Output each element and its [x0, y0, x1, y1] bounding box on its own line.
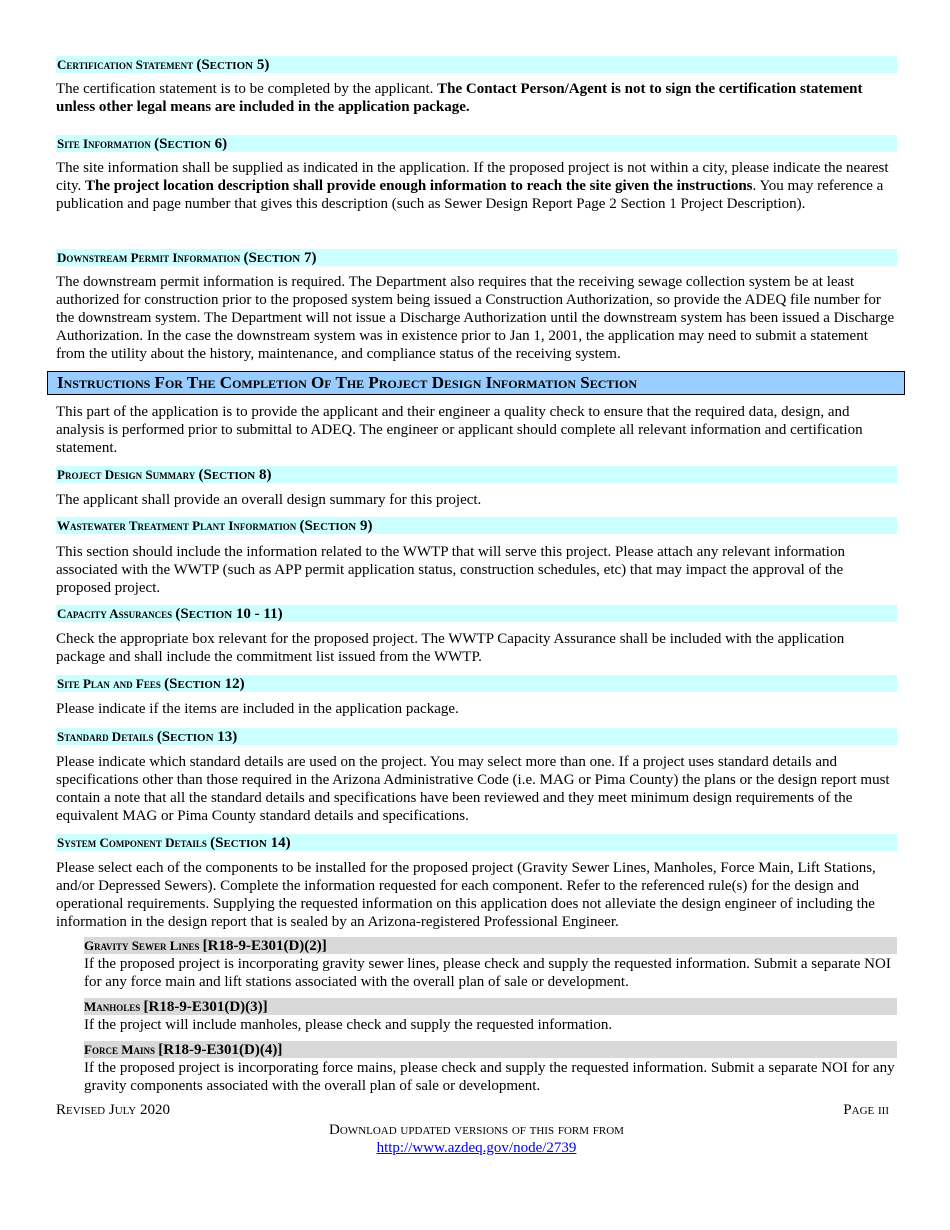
section-9-number: (Section 9)	[299, 518, 373, 534]
force-mains-text: If the proposed project is incorporating force mains, please check and supply the requested information. Submit a separate NOI for any gravity components associated with the overall plan of sale or development.	[84, 1060, 895, 1094]
section-9-title: Wastewater Treatment Plant Information	[57, 518, 300, 533]
section-6-text-a: The site information shall be supplied as indicated in the application. If the proposed project is not within a city, please indicate the nearest city.	[56, 160, 889, 194]
project-design-instructions-header: Instructions For The Completion Of The Project Design Information Section	[47, 371, 905, 395]
gravity-sewer-lines-text: If the proposed project is incorporating gravity sewer lines, please check and supply the requested information. Submit a separate NOI for any force main and lift stations associated with the overall plan of sale or development.	[84, 956, 891, 990]
section-10-number: (Section 10 - 11)	[175, 606, 283, 622]
section-5-text-a: The certification statement is to be completed by the applicant.	[56, 81, 438, 97]
footer-download	[56, 1121, 897, 1157]
force-mains-header	[84, 1041, 897, 1058]
section-10-title: Capacity Assurances	[57, 606, 176, 621]
section-7-title: Downstream Permit Information	[57, 250, 244, 265]
section-14-title: System Component Details	[57, 835, 211, 850]
section-13-header	[56, 728, 897, 745]
footer-download-link[interactable]: http://www.azdeq.gov/node/2739	[376, 1140, 577, 1156]
section-7-text: The downstream permit information is required. The Department also requires that the receiving sewage collection system be at least authorized for construction prior to the proposed system being issued a Construction Authorization, so provide the ADEQ file number for the downstream system. The Department will not issue a Discharge Authorization until the downstream system has been issued a Discharge Authorization. In the case the downstream system was in existence prior to Jan 1, 2001, the application may need to submit a statement from the utility about the history, maintenance, and compliance status of the receiving system.	[56, 274, 895, 362]
section-5-header	[56, 56, 897, 73]
gravity-sewer-lines-header	[84, 937, 897, 954]
footer-revised: Revised July 2020	[56, 1102, 170, 1118]
project-design-instructions-text: This part of the application is to provide the applicant and their engineer a quality check to ensure that the required data, design, and analysis is performed prior to submittal to ADEQ. The engineer or applicant should complete all relevant information and certification statement.	[56, 404, 863, 456]
manholes-title: Manholes	[84, 999, 144, 1014]
section-8-title: Project Design Summary	[57, 467, 199, 482]
section-9-header	[56, 517, 897, 534]
manholes-header	[84, 998, 897, 1015]
section-6-header	[56, 135, 897, 152]
section-5-title: Certification Statement	[57, 57, 197, 72]
section-14-header	[56, 834, 897, 851]
manholes-ref: [R18-9-E301(D)(3)]	[143, 999, 268, 1015]
section-5-text	[56, 80, 897, 116]
section-14-text: Please select each of the components to be installed for the proposed project (Gravity Sewer Lines, Manholes, Force Main, Lift Stations, and/or Depressed Sewers). Complete the information requested for each component. Refer to the referenced rule(s) for the design and operational requirements. Supplying the requested information on this application does not alleviate the design engineer of including the information in the design report that is sealed by an Arizona-registered Professional Engineer.	[56, 860, 876, 930]
section-6-number: (Section 6)	[154, 136, 228, 152]
section-7-number: (Section 7)	[243, 250, 317, 266]
section-12-text: Please indicate if the items are included in the application package.	[56, 701, 459, 717]
section-9-text: This section should include the information related to the WWTP that will serve this project. Please attach any relevant information associated with the WWTP (such as APP permit application status, construction schedules, etc) that may impact the approval of the proposed project.	[56, 544, 845, 596]
gravity-sewer-lines-ref: [R18-9-E301(D)(2)]	[202, 938, 327, 954]
force-mains-ref: [R18-9-E301(D)(4)]	[158, 1042, 283, 1058]
section-10-header	[56, 605, 897, 622]
footer-page-number: Page iii	[843, 1102, 889, 1118]
section-8-text: The applicant shall provide an overall design summary for this project.	[56, 492, 482, 508]
section-5-text-bold: The Contact Person/Agent is not to sign the certification statement unless other legal means are included in the application package.	[56, 81, 863, 115]
section-13-number: (Section 13)	[156, 729, 238, 745]
section-6-text-bold: The project location description shall provide enough information to reach the site given the instructions	[85, 178, 753, 194]
section-6-title: Site Information	[57, 136, 155, 151]
section-12-header	[56, 675, 897, 692]
section-6-text-c: . You may reference a publication and page number that gives this description (such as Sewer Design Report Page 2 Section 1 Project Description).	[56, 178, 884, 212]
section-10-text: Check the appropriate box relevant for the proposed project. The WWTP Capacity Assurance shall be included with the application package and shall include the commitment list issued from the WWTP.	[56, 631, 845, 665]
manholes-text: If the project will include manholes, please check and supply the requested information.	[84, 1017, 613, 1033]
section-13-title: Standard Details	[57, 729, 157, 744]
section-13-text: Please indicate which standard details are used on the project. You may select more than one. If a project uses standard details and specifications other than those required in the Arizona Administrative Code (i.e. MAG or Pima County) the plans or the design report must contain a note that all the standard details and specifications have been reviewed and they meet minimum design requirements of the equivalent MAG or Pima County standard details and specifications.	[56, 754, 890, 824]
section-5-number: (Section 5)	[196, 57, 270, 73]
section-8-number: (Section 8)	[198, 467, 272, 483]
section-6-text	[56, 159, 897, 213]
gravity-sewer-lines-title: Gravity Sewer Lines	[84, 938, 203, 953]
force-mains-title: Force Mains	[84, 1042, 159, 1057]
section-12-number: (Section 12)	[164, 676, 245, 692]
section-12-title: Site Plan and Fees	[57, 676, 165, 691]
section-8-header	[56, 466, 897, 483]
footer-download-text: Download updated versions of this form from	[329, 1122, 624, 1138]
section-14-number: (Section 14)	[210, 835, 291, 851]
section-7-header	[56, 249, 897, 266]
